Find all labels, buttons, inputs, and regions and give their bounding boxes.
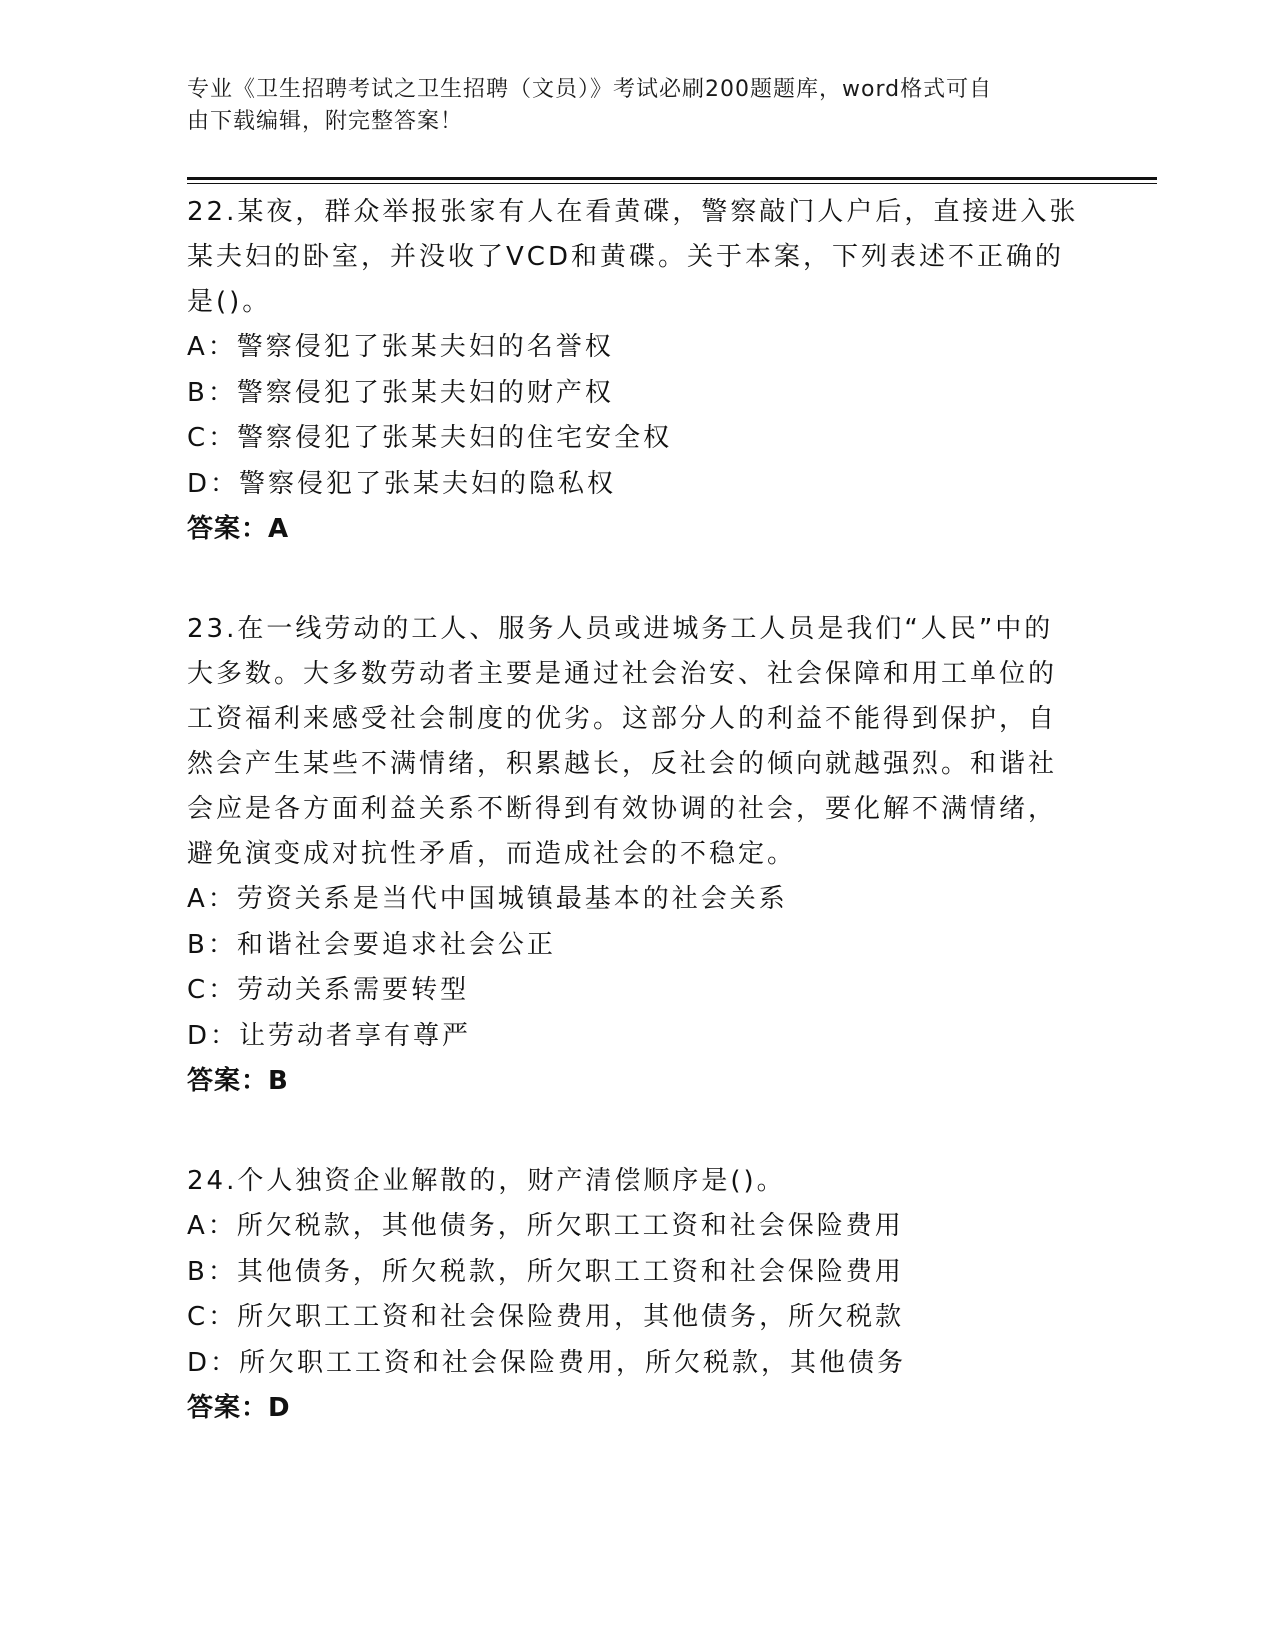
answer-value: A bbox=[268, 514, 290, 544]
header-line-1: 专业《卫生招聘考试之卫生招聘（文员）》考试必刷200题题库，word格式可自 bbox=[187, 77, 993, 102]
question-text bbox=[187, 1159, 1087, 1204]
document-header bbox=[187, 74, 1067, 138]
answer bbox=[187, 1386, 1087, 1431]
option-d: D：所欠职工工资和社会保险费用，所欠税款，其他债务 bbox=[187, 1347, 907, 1378]
question-text bbox=[187, 190, 1087, 325]
question-text bbox=[187, 607, 1087, 877]
option-a: A：警察侵犯了张某夫妇的名誉权 bbox=[187, 332, 614, 362]
question-text-line: 24.个人独资企业解散的，财产清偿顺序是()。 bbox=[187, 1166, 786, 1196]
question-22 bbox=[187, 190, 1087, 552]
answer-label: 答案： bbox=[187, 1393, 269, 1423]
question-text-line: 23.在一线劳动的工人、服务人员或进城务工人员是我们“人民”中的 bbox=[187, 614, 1054, 644]
answer bbox=[187, 507, 1087, 552]
option-b: B：和谐社会要追求社会公正 bbox=[187, 929, 556, 960]
option-c: C：所欠职工工资和社会保险费用，其他债务，所欠税款 bbox=[187, 1302, 905, 1332]
question-spacer bbox=[187, 552, 1087, 607]
answer-label: 答案： bbox=[187, 1066, 269, 1096]
option-b: B：警察侵犯了张某夫妇的财产权 bbox=[187, 377, 614, 408]
question-text-line: 然会产生某些不满情绪，积累越长，反社会的倾向就越强烈。和谐社 bbox=[187, 749, 1058, 779]
question-text-line: 会应是各方面利益关系不断得到有效协调的社会，要化解不满情绪， bbox=[187, 794, 1058, 824]
header-divider-thin bbox=[187, 183, 1157, 184]
question-24 bbox=[187, 1159, 1087, 1431]
option-c: C：劳动关系需要转型 bbox=[187, 975, 470, 1005]
question-text-line: 工资福利来感受社会制度的优劣。这部分人的利益不能得到保护，自 bbox=[187, 704, 1058, 734]
answer-label: 答案： bbox=[187, 514, 269, 544]
header-line-2: 由下载编辑，附完整答案！ bbox=[187, 109, 464, 134]
question-text-line: 某夫妇的卧室，并没收了VCD和黄碟。关于本案，下列表述不正确的 bbox=[187, 242, 1064, 272]
question-text-line: 避免演变成对抗性矛盾，而造成社会的不稳定。 bbox=[187, 839, 797, 869]
option-d: D：让劳动者享有尊严 bbox=[187, 1020, 472, 1051]
option-b: B：其他债务，所欠税款，所欠职工工资和社会保险费用 bbox=[187, 1256, 904, 1287]
question-text-line: 22.某夜，群众举报张家有人在看黄碟，警察敲门人户后，直接进入张 bbox=[187, 197, 1079, 227]
option-a: A：劳资关系是当代中国城镇最基本的社会关系 bbox=[187, 884, 788, 914]
answer-value: D bbox=[268, 1393, 291, 1423]
question-list bbox=[187, 190, 1087, 1431]
question-spacer bbox=[187, 1104, 1087, 1159]
question-23 bbox=[187, 607, 1087, 1104]
header-divider-thick bbox=[187, 177, 1157, 180]
option-a: A：所欠税款，其他债务，所欠职工工资和社会保险费用 bbox=[187, 1211, 904, 1241]
question-text-line: 是()。 bbox=[187, 287, 272, 317]
question-text-line: 大多数。大多数劳动者主要是通过社会治安、社会保障和用工单位的 bbox=[187, 659, 1058, 689]
answer-value: B bbox=[268, 1066, 289, 1096]
option-d: D：警察侵犯了张某夫妇的隐私权 bbox=[187, 468, 617, 499]
answer bbox=[187, 1059, 1087, 1104]
option-c: C：警察侵犯了张某夫妇的住宅安全权 bbox=[187, 423, 673, 453]
